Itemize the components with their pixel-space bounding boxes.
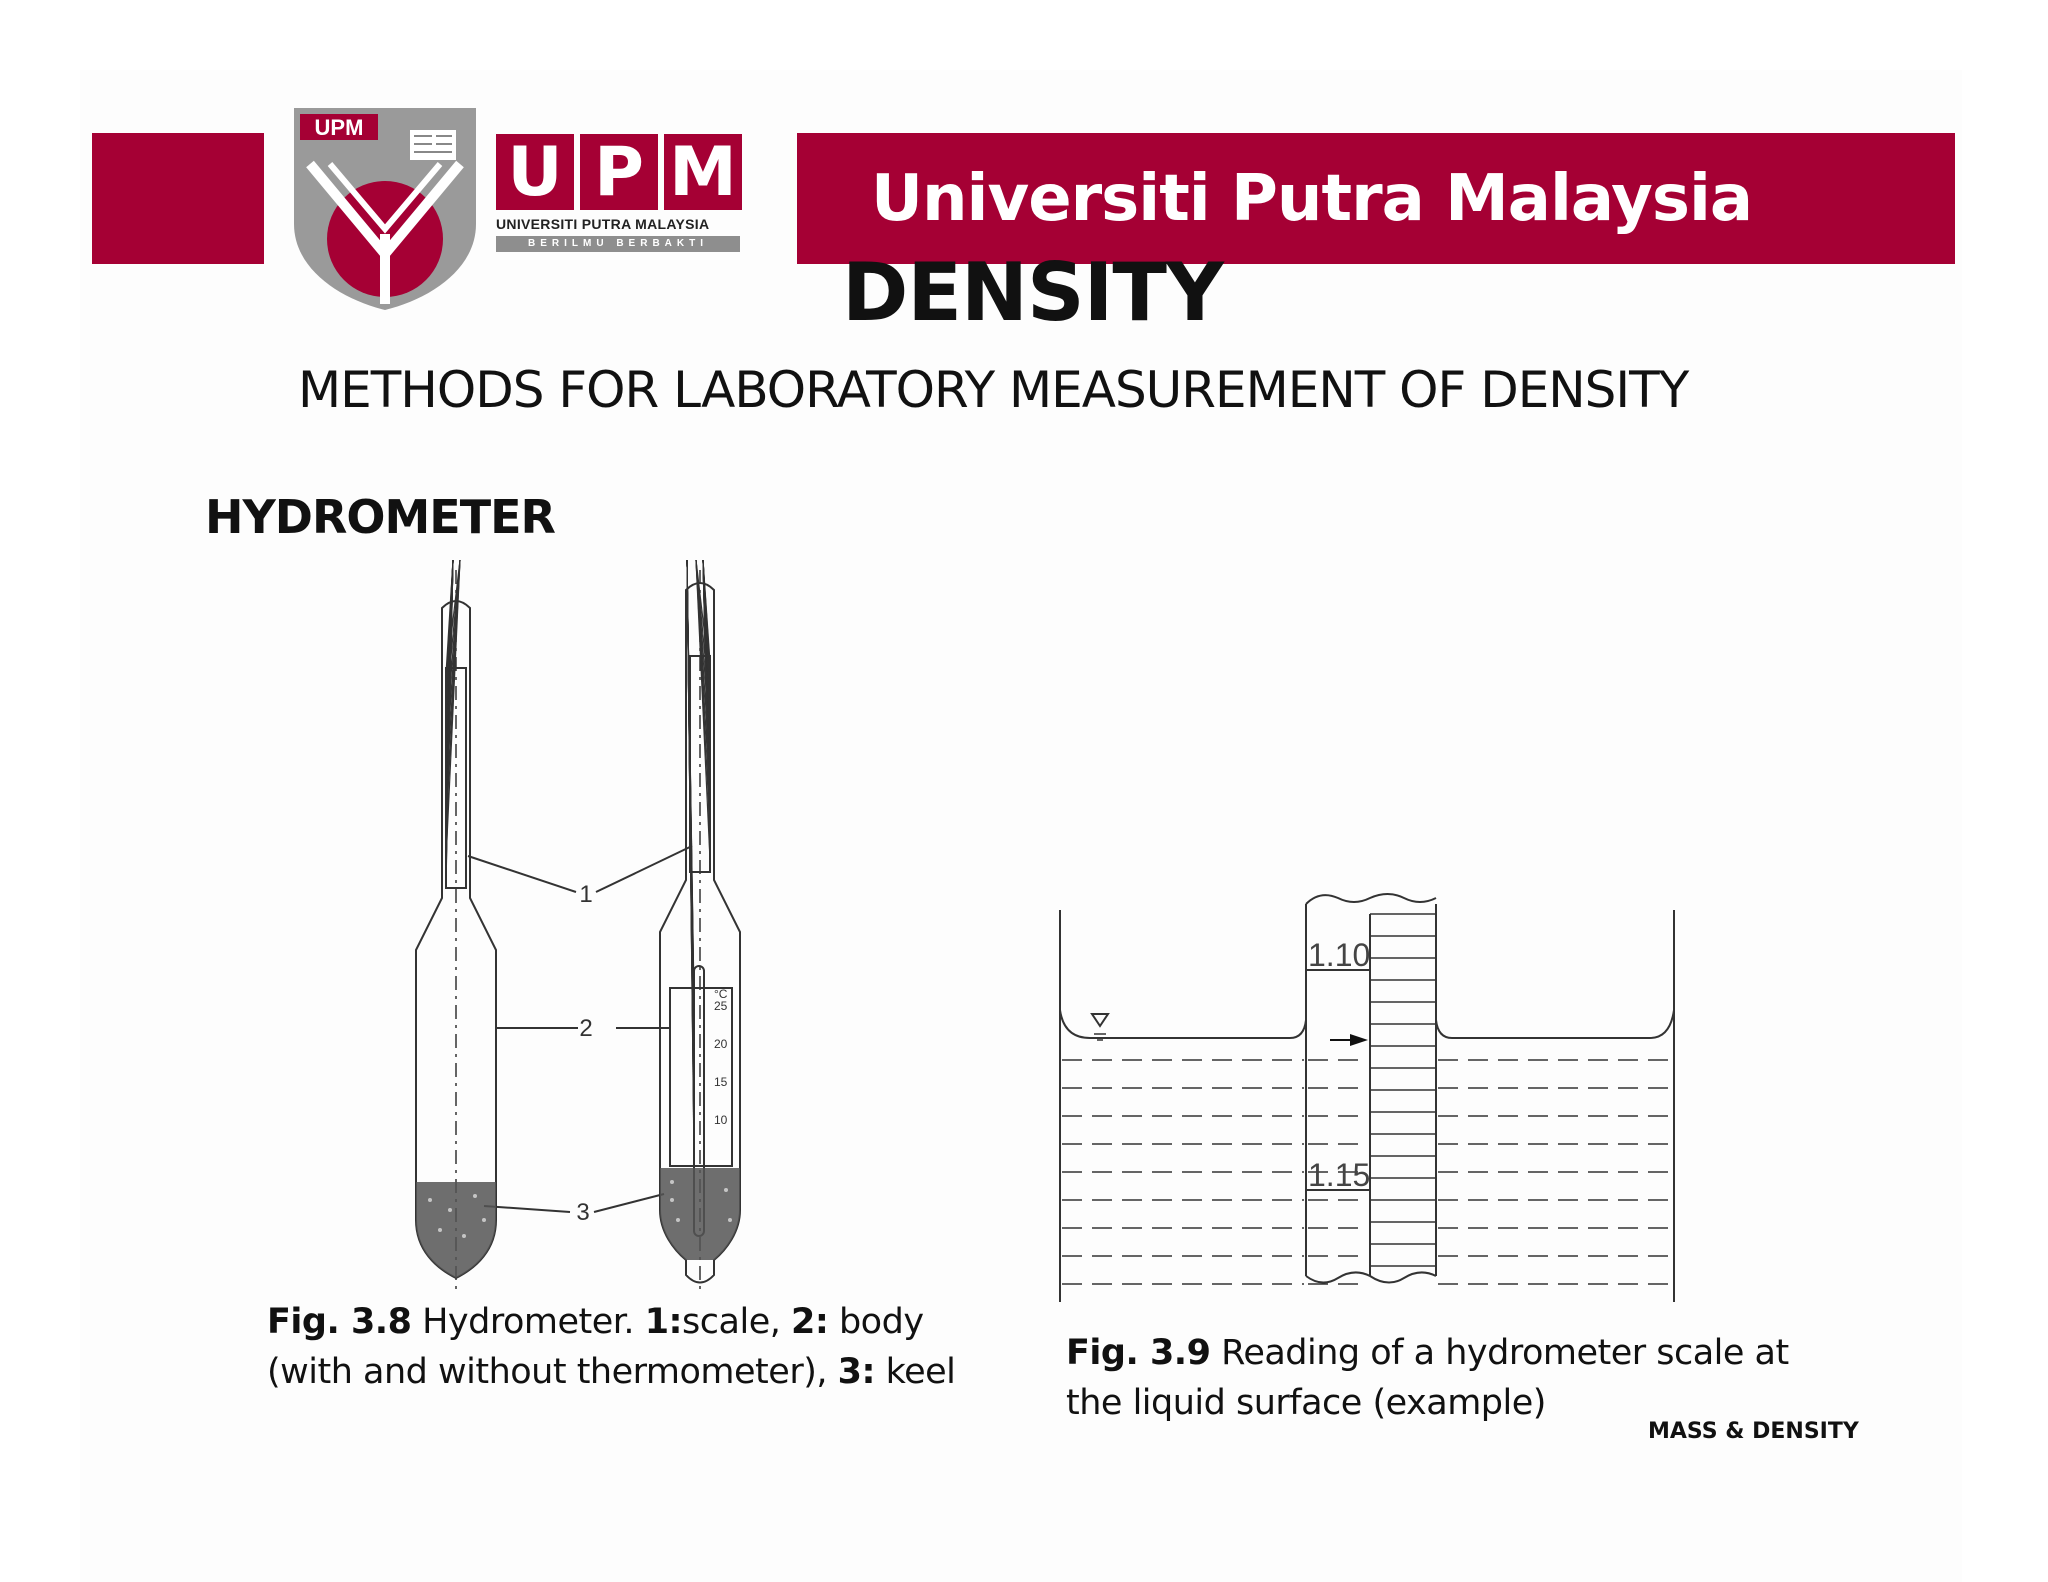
upm-wordmark <box>496 134 744 252</box>
fig-3-8-label: Fig. 3.8 <box>267 1302 412 1342</box>
caption-key-1: 1: <box>644 1302 683 1342</box>
figure-3-8-caption <box>267 1297 955 1397</box>
scale-label-1-10: 1.10 <box>1308 937 1371 973</box>
scale-label-1-15: 1.15 <box>1308 1157 1371 1193</box>
caption-text-5: keel <box>874 1352 956 1392</box>
caption-line-2: the liquid surface (example) <box>1066 1383 1546 1423</box>
section-heading: HYDROMETER <box>205 490 555 544</box>
thermo-25: 25 <box>714 999 728 1013</box>
upm-shield-logo <box>290 104 480 314</box>
caption-text-4: (with and without thermometer), <box>267 1352 838 1392</box>
caption-key-2: 2: <box>790 1302 829 1342</box>
footer-label: MASS & DENSITY <box>1648 1419 1859 1444</box>
header-bar-right <box>797 133 1955 264</box>
thermo-10: 10 <box>714 1113 728 1127</box>
hydrometer-figure <box>380 560 780 1300</box>
university-name: Universiti Putra Malaysia <box>871 161 1753 236</box>
wordmark-subtitle: UNIVERSITI PUTRA MALAYSIA <box>496 216 710 232</box>
caption-key-3: 3: <box>837 1352 875 1392</box>
wordmark-letter-p: P <box>580 134 658 210</box>
caption-text-3: body <box>828 1302 924 1342</box>
thermo-15: 15 <box>714 1075 728 1089</box>
slide-subtitle: METHODS FOR LABORATORY MEASUREMENT OF DENSITY <box>298 361 1689 419</box>
caption-text-1: Hydrometer. <box>411 1302 645 1342</box>
label-1: 1 <box>579 881 593 908</box>
fig-3-9-label: Fig. 3.9 <box>1066 1333 1211 1373</box>
thermo-20: 20 <box>714 1037 728 1051</box>
wordmark-motto: BERILMU BERBAKTI <box>496 236 740 252</box>
thermo-unit: °C <box>714 987 728 1001</box>
slide-title: DENSITY <box>842 246 1223 339</box>
shield-tag: UPM <box>314 115 364 140</box>
wordmark-letter-u: U <box>496 134 574 210</box>
header-bar-left <box>92 133 264 264</box>
label-2: 2 <box>579 1015 593 1042</box>
caption-line-1: Reading of a hydrometer scale at <box>1210 1333 1789 1373</box>
label-3: 3 <box>576 1199 590 1226</box>
hydrometer-reading-figure <box>1050 890 1690 1310</box>
wordmark-letter-m: M <box>664 134 742 210</box>
figure-3-9-caption <box>1066 1328 1789 1428</box>
caption-text-2: scale, <box>682 1302 791 1342</box>
